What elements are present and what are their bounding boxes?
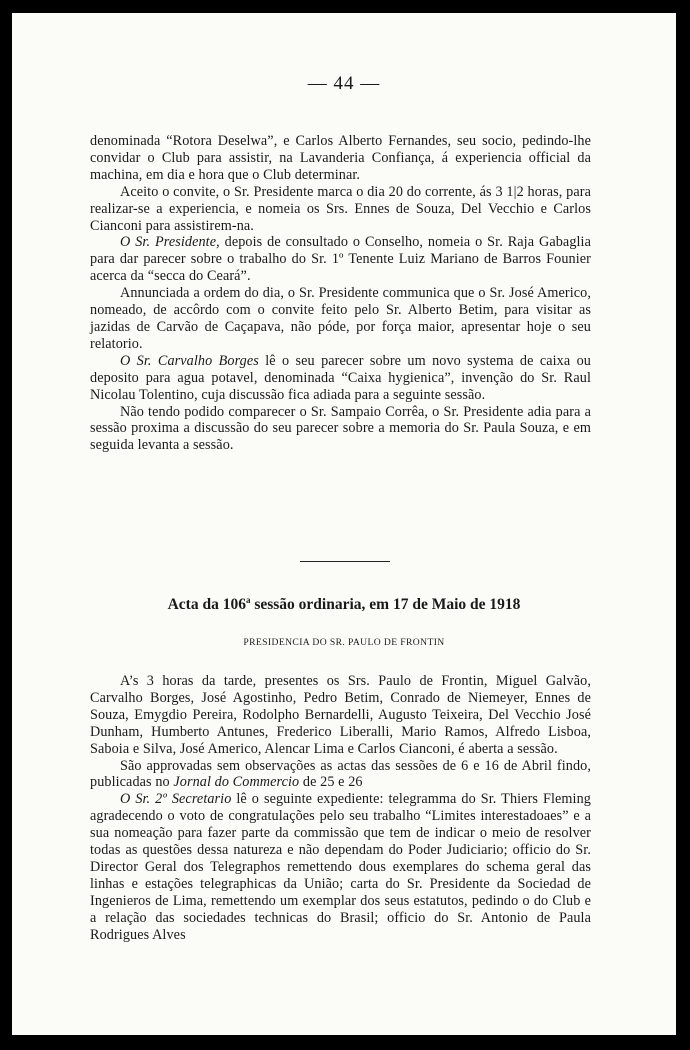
page-number: — 44 — [307, 73, 381, 94]
paragraph-ordem-do-dia: Annunciada a ordem do dia, o Sr. Presidente communica que o Sr. José Americo, nomeado, de accôrdo com o convite feito pelo Sr. Alberto Betim, para visitar as jazidas de Carvão de Caçapava, não póde, por força maior, apresentar hoje o seu relatorio. [90, 285, 591, 352]
paragraph-actas [90, 758, 591, 792]
paragraph-rotora: denominada “Rotora Deselwa”, e Carlos Alberto Fernandes, seu socio, pedindo-lhe convidar o Club para assistir, na Lavanderia Confiança, á experiencia official da machina, em dia e hora que o Club determinar. [90, 133, 591, 183]
ordinal-superscript: a [245, 595, 251, 605]
paragraph-text: depois de consultado o Conselho, nomeia o Sr. Raja Gabaglia para dar parecer sobre o trabalho do Sr. 1º Tenente Luiz Mariano de Barros Founier acerca da “secca do Ceará”. [90, 234, 591, 285]
paragraph-expediente [90, 791, 591, 943]
paragraph-text: lê o seguinte expediente: telegramma do Sr. Thiers Fleming agradecendo o voto de congratulações pelo seu trabalho “Limites interestadoaes” e a sua nomeação para fazer parte da commissão que tem de indicar o meio de resolver todas as questões dessa natureza e não dependam do Poder Judiciario; officio do Sr. Director Geral dos Telegraphos remettendo dous exemplares do schema geral das linhas e estações telegraphicas da União; carta do Sr. Presidente da Sociedad de Ingenieros de Lima, remettendo um exemplar dos seus estatutos, pedindo o do Club e a relação das sociedades technicas do Brasil; officio do Sr. Antonio de Paula Rodrigues Alves [90, 791, 591, 943]
speaker-secretario: O Sr. 2º Secretario [120, 791, 232, 808]
presidency-line: PRESIDENCIA DO SR. PAULO DE FRONTIN [243, 637, 445, 648]
speaker-carvalho-borges: O Sr. Carvalho Borges [120, 352, 259, 369]
session-text [90, 673, 591, 944]
paragraph-attendance: A’s 3 horas da tarde, presentes os Srs. Paulo de Frontin, Miguel Galvão, Carvalho Borges, José Agostinho, Pedro Betim, Conrado de Niemeyer, Ennes de Souza, Emygdio Pereira, Rodolpho Bernardelli, Augusto Teixeira, Del Vecchio José Dunham, Humberto Antunes, Frederico Liberalli, Mario Ramos, Alfredo Lisboa, Saboia e Silva, José Americo, Alencar Lima e Carlos Cianconi, é aberta a sessão. [90, 673, 591, 757]
paragraph-convite: Aceito o convite, o Sr. Presidente marca o dia 20 do corrente, ás 3 1|2 horas, para realizar-se a experiencia, e nomeia os Srs. Ennes de Souza, Del Vecchio e Carlos Cianconi para assistirem-na. [90, 183, 591, 234]
previous-session-text [90, 133, 591, 454]
paragraph-presidente-nomeia [90, 234, 591, 285]
paragraph-text: de 25 e 26 [299, 774, 363, 791]
paragraph-text: lê o seu parecer sobre um novo systema de caixa ou deposito para agua potavel, denominada “Caixa hygienica”, invenção do Sr. Raul Nicolau Tolentino, cuja discussão fica adiada para a seguinte sessão. [90, 352, 591, 403]
journal-title: Jornal do Commercio [173, 774, 300, 791]
session-title-date: sessão ordinaria, em 17 de Maio de 1918 [250, 596, 521, 614]
document-page [12, 13, 676, 1035]
speaker-presidente: O Sr. Presidente, [120, 234, 220, 251]
session-title [12, 595, 676, 614]
paragraph-text: São approvadas sem observações as actas das sessões de 6 e 16 de Abril findo, publicadas no [90, 757, 591, 791]
section-divider [300, 561, 390, 562]
paragraph-sampaio-correa: Não tendo podido comparecer o Sr. Sampaio Corrêa, o Sr. Presidente adia para a sessão proxima a discussão do seu parecer sobre a memoria do Sr. Paula Souza, e em seguida levanta a sessão. [90, 403, 591, 454]
paragraph-carvalho-borges [90, 353, 591, 404]
session-title-number: Acta da 106 [167, 596, 246, 614]
